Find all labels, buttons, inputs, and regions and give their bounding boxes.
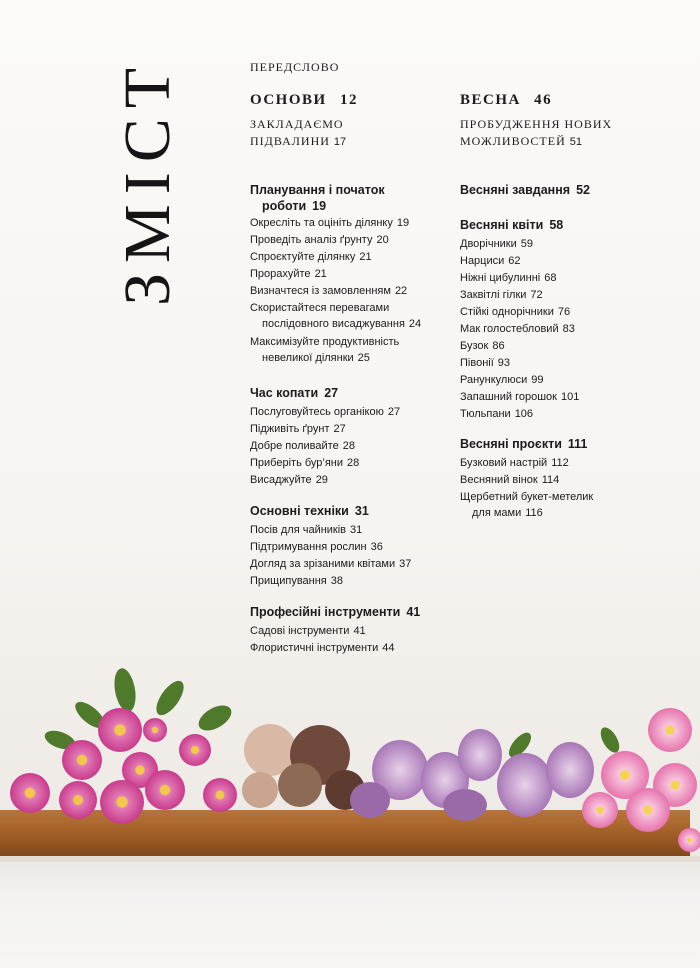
toc-item[interactable]: [250, 472, 328, 488]
toc-item-label: Послуговуйтесь органікою: [250, 406, 384, 418]
part-heading-left[interactable]: [250, 92, 358, 109]
toc-item[interactable]: [250, 640, 395, 656]
toc-item[interactable]: [460, 236, 533, 252]
contents-title: [108, 57, 188, 307]
toc-item-page: 93: [497, 357, 511, 369]
toc-item-page: 116: [525, 507, 543, 519]
section-title: Весняні квіти: [460, 218, 544, 232]
toc-item-page: 114: [541, 474, 560, 486]
toc-item-label: Окресліть та оцініть ділянку: [250, 217, 393, 229]
section-page: 52: [576, 183, 590, 197]
toc-item-label: Ніжні цибулинні: [460, 272, 541, 284]
toc-item-page: 28: [347, 457, 360, 469]
toc-item[interactable]: [250, 539, 383, 555]
toc-item[interactable]: [460, 455, 569, 471]
toc-item-label: Дворічники: [460, 238, 517, 250]
toc-item-page: 19: [396, 217, 410, 229]
toc-item-label: Садові інструменти: [250, 625, 350, 637]
toc-item[interactable]: [460, 489, 593, 521]
section-page: 31: [354, 504, 369, 518]
section-heading[interactable]: [250, 182, 385, 214]
toc-item[interactable]: [460, 406, 533, 422]
part-subtitle-right[interactable]: [460, 116, 612, 151]
toc-item-label: Скористайтеся перевагами: [250, 302, 390, 314]
toc-item[interactable]: [250, 215, 409, 231]
toc-item-label: Запашний горошок: [460, 391, 557, 403]
toc-item[interactable]: [460, 338, 505, 354]
toc-item-page: 28: [342, 440, 355, 452]
toc-item-label: Догляд за зрізаними квітами: [250, 558, 396, 570]
section-heading[interactable]: [460, 182, 590, 198]
section-heading[interactable]: [250, 503, 369, 519]
toc-item-page: 86: [492, 340, 505, 352]
section-title: Основні техніки: [250, 504, 349, 518]
section-title: Професійні інструменти: [250, 605, 401, 619]
toc-item[interactable]: [250, 438, 355, 454]
toc-item-page: 20: [376, 234, 389, 246]
toc-item-label: Стійкі однорічники: [460, 306, 554, 318]
section-title: Весняні проєкти: [460, 437, 562, 451]
toc-item-label: Флористичні інструменти: [250, 642, 379, 654]
toc-item-page: 36: [370, 541, 383, 553]
wall-bottom: [0, 855, 700, 968]
toc-item-label: Прорахуйте: [250, 268, 311, 280]
part-subtitle-line: ЗАКЛАДАЄМО: [250, 117, 344, 131]
toc-item-page: 37: [399, 558, 412, 570]
toc-item-page: 76: [557, 306, 571, 318]
toc-item-label: Бузок: [460, 340, 489, 352]
toc-item-page: 25: [357, 352, 370, 364]
toc-item-page: 41: [353, 625, 366, 637]
toc-item-label: послідовного висаджування: [262, 318, 405, 330]
foreword-link[interactable]: ПЕРЕДСЛОВО: [250, 60, 340, 74]
toc-item-page: 62: [508, 255, 521, 267]
part-heading-right[interactable]: [460, 92, 552, 109]
toc-item[interactable]: [250, 455, 359, 471]
section-heading[interactable]: [250, 385, 338, 401]
toc-item-page: 21: [314, 268, 327, 280]
contents-title-text: ЗМІСТ: [111, 57, 184, 307]
toc-item[interactable]: [460, 253, 521, 269]
toc-item-label: Спроєктуйте ділянку: [250, 251, 356, 263]
toc-item-label: Посів для чайників: [250, 524, 347, 536]
part-subtitle-page: 51: [569, 136, 582, 148]
part-subtitle-page: 17: [333, 136, 347, 148]
toc-item[interactable]: [460, 472, 559, 488]
toc-item-page: 22: [394, 285, 408, 297]
toc-item-label: Щербетний букет-метелик: [460, 491, 594, 503]
section-title: Планування і початок: [250, 183, 385, 197]
toc-item-label: Приберіть бур’яни: [250, 457, 344, 469]
toc-item-label: для мами: [472, 507, 522, 519]
toc-item-label: Підтримування рослин: [250, 541, 367, 553]
toc-item-page: 44: [382, 642, 395, 654]
toc-item-label: Нарциси: [460, 255, 505, 267]
toc-item-page: 29: [315, 474, 328, 486]
toc-item[interactable]: [460, 270, 557, 286]
section-heading[interactable]: [250, 604, 420, 620]
toc-item-label: Добре поливайте: [250, 440, 339, 452]
toc-item[interactable]: [250, 522, 362, 538]
toc-item[interactable]: [460, 304, 570, 320]
toc-item[interactable]: [250, 573, 343, 589]
toc-item-label: Ранункулюси: [460, 374, 528, 386]
toc-item-label: Підживіть ґрунт: [250, 423, 330, 435]
toc-item[interactable]: [250, 232, 389, 248]
toc-item[interactable]: [250, 334, 399, 366]
toc-item[interactable]: [250, 421, 346, 437]
section-title: Час копати: [250, 386, 319, 400]
toc-item[interactable]: [460, 389, 579, 405]
section-heading[interactable]: [460, 217, 563, 233]
part-title: ВЕСНА: [460, 92, 521, 108]
part-title: ОСНОВИ: [250, 92, 327, 108]
part-page: 46: [534, 92, 553, 108]
toc-item[interactable]: [250, 283, 407, 299]
toc-item-label: Проведіть аналіз ґрунту: [250, 234, 373, 246]
part-subtitle-line: МОЖЛИВОСТЕЙ: [460, 134, 566, 148]
flower-photo: [0, 660, 700, 870]
toc-item-page: 21: [359, 251, 372, 263]
section-page: 58: [549, 218, 564, 232]
toc-item-label: невеликої ділянки: [262, 352, 354, 364]
toc-item-page: 106: [514, 408, 534, 420]
toc-item-page: 68: [544, 272, 557, 284]
toc-item[interactable]: [460, 372, 544, 388]
toc-item-page: 101: [560, 391, 580, 403]
toc-item[interactable]: [250, 249, 372, 265]
toc-item-label: Весняний вінок: [460, 474, 538, 486]
toc-item-label: Висаджуйте: [250, 474, 312, 486]
section-page: 27: [324, 386, 339, 400]
lilacs: [350, 729, 594, 821]
dried-flowers: [242, 724, 365, 810]
toc-item[interactable]: [460, 321, 575, 337]
part-subtitle-line: ПРОБУДЖЕННЯ НОВИХ: [460, 117, 613, 131]
section-heading[interactable]: [460, 436, 587, 452]
toc-item[interactable]: [250, 266, 327, 282]
toc-item[interactable]: [250, 404, 400, 420]
toc-item[interactable]: [460, 355, 510, 371]
toc-item-page: 112: [551, 457, 569, 469]
toc-item[interactable]: [250, 623, 366, 639]
toc-item-label: Заквітлі гілки: [460, 289, 527, 301]
toc-item[interactable]: [250, 556, 411, 572]
toc-item-page: 24: [408, 318, 422, 330]
toc-item-label: Бузковий настрій: [460, 457, 548, 469]
section-page: 41: [406, 605, 421, 619]
toc-item-label: Півонії: [460, 357, 494, 369]
toc-item-page: 27: [333, 423, 346, 435]
toc-item-label: Визначтеся із замовленням: [250, 285, 391, 297]
toc-item-label: Прищипування: [250, 575, 327, 587]
toc-item-page: 59: [520, 238, 534, 250]
toc-item-page: 83: [562, 323, 575, 335]
part-page: 12: [339, 92, 358, 108]
section-title: Весняні завдання: [460, 183, 571, 197]
toc-item-page: 31: [350, 524, 363, 536]
toc-item-page: 99: [531, 374, 544, 386]
section-page: 19: [312, 199, 327, 213]
toc-item-label: Максимізуйте продуктивність: [250, 336, 400, 348]
toc-item[interactable]: [460, 287, 543, 303]
section-page: 111: [567, 437, 588, 451]
section-title: роботи: [262, 199, 307, 213]
toc-item[interactable]: [250, 300, 421, 332]
part-subtitle-left[interactable]: [250, 116, 346, 151]
toc-item-label: Тюльпани: [460, 408, 511, 420]
toc-item-page: 72: [530, 289, 543, 301]
toc-item-label: Мак голостебловий: [460, 323, 559, 335]
toc-item-page: 27: [387, 406, 401, 418]
toc-item-page: 38: [330, 575, 344, 587]
part-subtitle-line: ПІДВАЛИНИ: [250, 134, 330, 148]
